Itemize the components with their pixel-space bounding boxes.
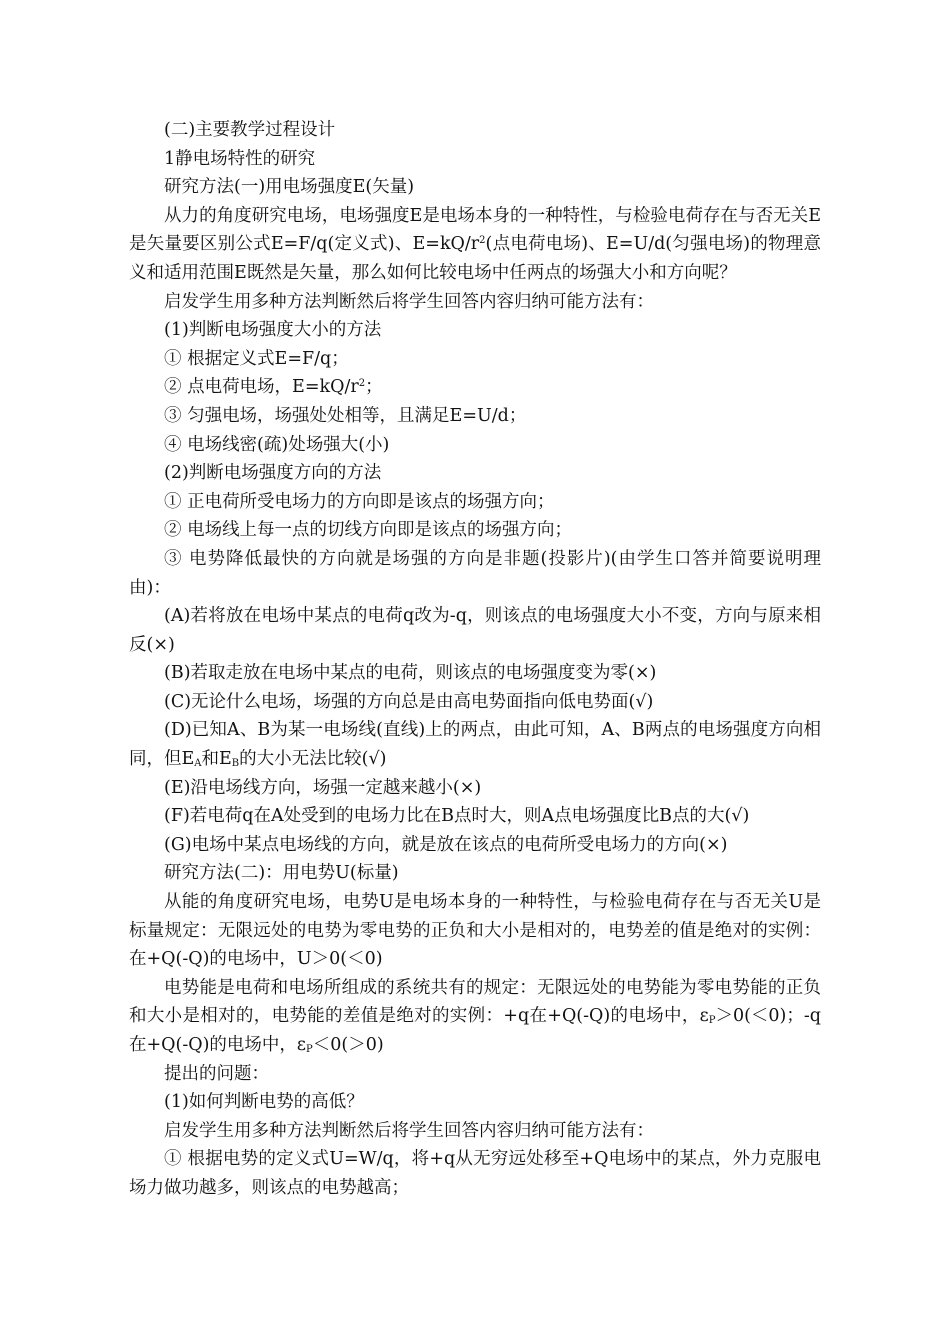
subscript: P (708, 1015, 716, 1027)
potential-paragraph: 从能的角度研究电场，电势U是电场本身的一种特性，与检验电荷存在与否无关U是标量规定：无限远处的电势为零电势的正负和大小是相对的，电势差的值是绝对的实例：在+Q(-Q)的电场中，U＞0(＜0) (129, 892, 821, 970)
judgment-a: (A)若将放在电场中某点的电荷q改为-q，则该点的电场强度大小不变，方向与原来相反(×) (129, 606, 821, 655)
energy-text: 电势能是电荷和电场所组成的系统共有的规定：无限远处的电势能为零电势能的正负和大小是相对的，电势能的差值是绝对的实例：+q在+Q(-Q)的电场中，ε (129, 977, 821, 1027)
question-heading: 提出的问题： (164, 1063, 269, 1084)
guide-text: 启发学生用多种方法判断然后将学生回答内容归纳可能方法有： (164, 291, 654, 312)
superscript: 2 (358, 378, 366, 390)
intro-paragraph (129, 202, 821, 288)
method-two-title: 研究方法(二)：用电势U(标量) (164, 863, 399, 884)
subscript: A (194, 758, 202, 770)
document-body (129, 113, 821, 1203)
magnitude-item-text: ； (365, 377, 383, 398)
energy-text: ＜0(＞0) (312, 1035, 384, 1055)
judgment-text: 的大小无法比较(√) (239, 749, 387, 770)
magnitude-item-text: ② 点电荷电场，E=kQ/r (164, 377, 359, 398)
direction-item: ② 电场线上每一点的切线方向即是该点的场强方向； (164, 520, 573, 541)
subscript: B (231, 758, 240, 770)
direction-item: ③ 电势降低最快的方向就是场强的方向是非题(投影片)(由学生口答并简要说明理由)： (129, 548, 821, 598)
judgment-b: (B)若取走放在电场中某点的电荷，则该点的电场强度变为零(×) (164, 663, 657, 684)
intro-text-2: (点电荷电场)、E=U/d(匀强电场)的物理意义和适用范围E既然是矢量，那么如何比较电场中任两点的场强大小和方向呢？ (129, 234, 822, 283)
judgment-text: (D)已知A、B为某一电场线(直线)上的两点，由此可知，A、B两点的电场强度方向相同，但E (129, 720, 821, 770)
question-item: (1)如何判断电势的高低？ (164, 1092, 364, 1113)
magnitude-item: ④ 电场线密(疏)处场强大(小) (164, 434, 390, 455)
direction-item: ① 正电荷所受电场力的方向即是该点的场强方向； (164, 491, 555, 512)
direction-heading: (2)判断电场强度方向的方法 (164, 463, 382, 484)
magnitude-item: ① 根据定义式E=F/q； (164, 348, 349, 369)
judgment-d (129, 716, 821, 773)
subsection-title: 1静电场特性的研究 (164, 148, 316, 169)
judgment-g: (G)电场中某点电场线的方向，就是放在该点的电荷所受电场力的方向(×) (164, 834, 728, 855)
energy-paragraph (129, 974, 821, 1060)
judgment-text: 和E (201, 749, 232, 770)
superscript: 2 (479, 235, 486, 247)
judgment-c: (C)无论什么电场，场强的方向总是由高电势面指向低电势面(√) (164, 691, 654, 712)
energy-text: ＞0(＜0)；-q在+Q(-Q)的电场中，ε (129, 1006, 821, 1055)
potential-method-item: ① 根据电势的定义式U=W/q，将+q从无穷远处移至+Q电场中的某点，外力克服电场力做功越多，则该点的电势越高； (129, 1149, 821, 1198)
judgment-e: (E)沿电场线方向，场强一定越来越小(×) (164, 777, 482, 798)
judgment-f: (F)若电荷q在A处受到的电场力比在B点时大，则A点电场强度比B点的大(√) (164, 806, 750, 827)
magnitude-item: ③ 匀强电场，场强处处相等，且满足E=U/d； (164, 405, 527, 426)
intro-text-1: 从力的角度研究电场，电场强度E是电场本身的一种特性，与检验电荷存在与否无关E是矢量要区别公式E=F/q(定义式)、E=kQ/r (129, 205, 821, 255)
guide-text: 启发学生用多种方法判断然后将学生回答内容归纳可能方法有： (164, 1120, 654, 1141)
magnitude-item (129, 373, 821, 402)
section-title: (二)主要教学过程设计 (164, 120, 336, 140)
magnitude-heading: (1)判断电场强度大小的方法 (164, 320, 382, 341)
method-one-title: 研究方法(一)用电场强度E(矢量) (164, 177, 415, 198)
subscript: P (306, 1044, 313, 1055)
